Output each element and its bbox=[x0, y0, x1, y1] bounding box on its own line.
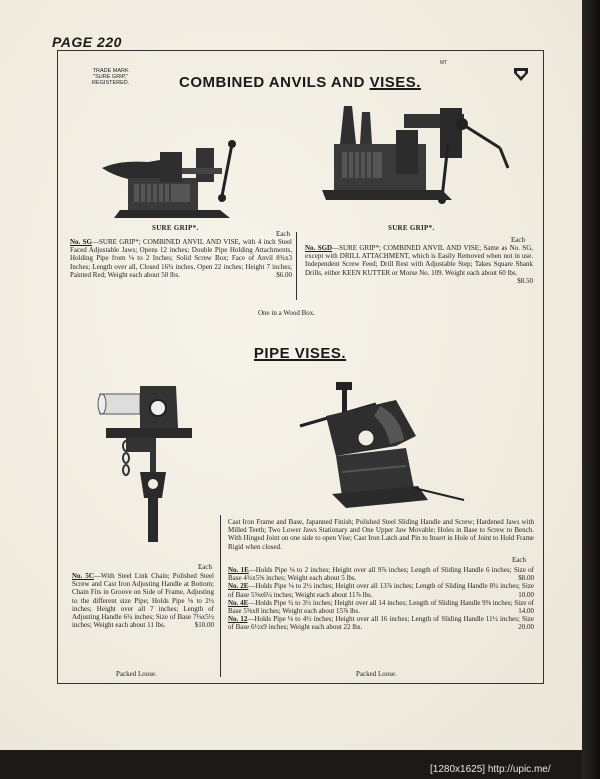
anvils-heading-underlined: VISES. bbox=[369, 74, 421, 91]
product-price: 10.00 bbox=[518, 590, 534, 599]
product-price: $6.00 bbox=[276, 270, 292, 279]
product-description: —SURE GRIP*; COMBINED ANVIL AND VISE; Same as No. SG, except with DRILL ATTACHMENT, which is Easily Removed when not in use. Independent Screw Feed; Drill Rest with Adjustable Step; Takes Square Shank Drills, either KEEN KUTTER or Morse No. 109. Weight each about 60 lbs. bbox=[305, 244, 533, 277]
each-label: Each bbox=[511, 236, 525, 244]
each-label: Each bbox=[276, 230, 290, 238]
hinged-pipe-vise-illustration bbox=[296, 376, 468, 512]
trademark-line: TRADE MARK bbox=[92, 68, 129, 74]
pipe-left-packing-note: Packed Loose. bbox=[116, 670, 157, 678]
book-spine bbox=[582, 0, 600, 779]
product-price: $10.00 bbox=[194, 621, 214, 630]
page-number: PAGE 220 bbox=[52, 34, 122, 50]
product-price: 20.00 bbox=[518, 623, 534, 632]
product-description: —With Steel Link Chain; Polished Steel Screw and Cast Iron Adjusting Handle at Bottom; Chain Fits in Groove on Side of Frame, Adjusting to the different size Pipe; Holds Pipe ⅛ to 2½ inches; Height over all 7 inches; Length of Adjusting Handle 6¼ inches; Size of Base 7⅛x5½ inches; Weight each about 11 lbs. bbox=[72, 572, 214, 630]
anvils-heading-text: COMBINED ANVILS AND bbox=[179, 74, 370, 91]
product-price: $8.00 bbox=[518, 574, 534, 583]
chain-pipe-vise-illustration bbox=[96, 380, 196, 545]
pipe-right-packing-note: Packed Loose. bbox=[356, 670, 397, 678]
product-price: $8.50 bbox=[517, 276, 533, 285]
product-description: —Holds Pipe ¾ to 3½ inches; Height over all 14 inches; Length of Sliding Handle 9⅝ inches; Size of Base 5⅝x8 inches; Weight each about 15⅞ lbs. bbox=[228, 598, 534, 616]
anvil-vise-illustration bbox=[100, 138, 250, 220]
product-description: —Holds Pipe ⅛ to 4½ inches; Height over all 16 inches; Length of Sliding Handle 11½ inches; Size of Base 6½x9 inches; Weight each about 22 lbs. bbox=[228, 615, 534, 632]
trademark-line: "SURE GRIP," bbox=[93, 74, 129, 80]
column-divider bbox=[220, 515, 221, 677]
product-code: No. 5C bbox=[72, 572, 94, 580]
anvil-right-caption: SURE GRIP*. bbox=[388, 224, 435, 232]
product-sg bbox=[70, 238, 292, 279]
product-code: No. SG bbox=[70, 238, 93, 246]
pipe-vises-heading bbox=[60, 345, 540, 362]
product-code: No. SGD bbox=[305, 244, 333, 252]
column-divider bbox=[296, 232, 297, 300]
product-price: 14.00 bbox=[518, 607, 534, 616]
price-list-item bbox=[228, 615, 534, 631]
price-list-item bbox=[228, 582, 534, 598]
price-list-item bbox=[228, 566, 534, 582]
product-5c bbox=[72, 572, 214, 629]
pipe-vise-description: Cast Iron Frame and Base, Japanned Finish; Polished Steel Sliding Handle and Screw; Hardened Jaws with Milled Teeth; Two Lower Jaws Stationary and One Upper Jaw Movable; Holes in Base to Screw to Bench. With Hinged Joint on one side to open Vise; Cast Iron Latch and Pin to Insert in Hole of Joint to Hold Frame Rigid when closed. bbox=[228, 518, 534, 551]
product-code: No. 12 bbox=[228, 615, 248, 624]
trademark-line: REGISTERED. bbox=[92, 80, 130, 86]
each-label: Each bbox=[198, 563, 212, 571]
product-description: —Holds Pipe ⅛ to 2½ inches; Height over all 13⅞ inches; Length of Sliding Handle 8¾ inches; Size of Base 5⅝x6¼ inches; Weight each about 11⅞ lbs. bbox=[228, 582, 534, 599]
product-code: No. 1E bbox=[228, 566, 249, 574]
pipe-vise-price-list bbox=[228, 566, 534, 632]
anvils-heading bbox=[60, 74, 540, 91]
each-label: Each bbox=[512, 556, 526, 564]
anvil-drill-vise-illustration bbox=[322, 104, 512, 208]
product-code: No. 4E bbox=[228, 598, 249, 607]
product-description: —SURE GRIP*; COMBINED ANVIL AND VISE, with 4 inch Steel Faced Adjustable Jaws; Opens 12 inches; Double Pipe Holding Attachments, Holding Pipe from ⅛ to 2 Inches; Solid Screw Box; Face of Anvil 8¾x3 Inches; Length over all, Closed 16¾ inches, Open 22 inches; Height 7 inches; Painted Red; Weight each about 50 lbs. bbox=[70, 238, 292, 279]
anvil-left-caption: SURE GRIP*. bbox=[152, 224, 199, 232]
price-list-item bbox=[228, 599, 534, 615]
product-description: —Holds Pipe ⅛ to 2 inches; Height over all 9⅞ inches; Length of Sliding Handle 6 inches; Size of Base 4¾x5⅝ inches; Weight each about 5 lbs. bbox=[228, 566, 534, 583]
product-code: No. 2E bbox=[228, 582, 249, 591]
image-watermark: [1280x1625] http://upic.me/ bbox=[430, 764, 551, 775]
product-sgd bbox=[305, 244, 533, 285]
pipe-vises-heading-text: PIPE VISES. bbox=[253, 345, 347, 362]
mt-mark: MT bbox=[440, 60, 448, 66]
anvils-packing-note: One in a Wood Box. bbox=[258, 309, 316, 317]
